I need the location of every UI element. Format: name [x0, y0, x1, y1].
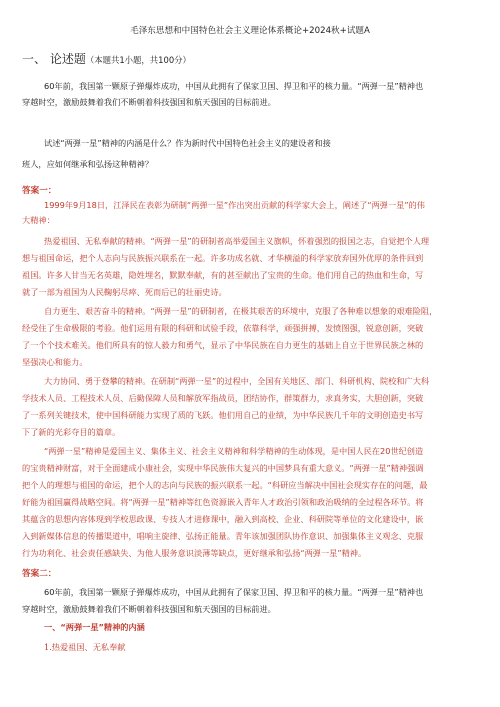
answer1-p4-line6: 入到新媒体信息的传播渠道中，唱响主旋律、弘扬正能量。青年该加强团队协作意识、加强集体主义观念、克服	[22, 531, 424, 541]
answer1-p4-line2: 的宝贵精神财富，对于全面建成小康社会，实现中华民族伟大复兴的中国梦具有重大意义。“两弹一星”精神强调	[22, 463, 424, 473]
answer1-p2-line3: 了一个个技术难关。他们所具有的惊人毅力和勇气，显示了中华民族在自力更生的基础上自立于世界民族之林的	[22, 340, 424, 350]
answer1-p4-line4: 好能为祖国赢得战略空间。将“两弹一星”精神等红色资源嵌入青年人才政治引领和政治吸纳的全过程各环节。将	[22, 497, 424, 507]
answer2-subheading: 一、“两弹一星”精神的内涵	[44, 622, 145, 632]
answer1-p4-line1: “两弹一星”精神是爱国主义、集体主义、社会主义精神和科学精神的生动体现，是中国人民在20世纪创造	[44, 446, 424, 456]
question-para1-line2: 穿越时空，激励鼓舞着我们不断朝着科技强国和航天强国的目标前进。	[22, 97, 276, 107]
document-title: 毛泽东思想和中国特色社会主义理论体系概论+2024秋+试题A	[130, 26, 370, 36]
section-heading-text: 一、 论述题	[22, 52, 86, 66]
section-heading	[22, 52, 191, 67]
answer1-p4-line7: 行为功利化、社会责任感缺失、为他人服务意识淡薄等缺点，更好继承和弘扬“两弹一星”精神。	[22, 548, 367, 558]
answer1-p2-line2: 经受住了生命极限的考验。他们运用有限的科研和试验手段，依靠科学，顽强拼搏，发愤图强，锐意创新，突破	[22, 323, 424, 333]
answer2-label: 答案二：	[22, 569, 57, 579]
answer1-p4-line5: 其蕴含的思想内容体现到学校思政课、专技人才进修课中，融入到高校、企业、科研院等单位的文化建设中，嵌	[22, 514, 424, 524]
answer1-p1-line3: 祖国。许多人甘当无名英雄，隐姓埋名，默默奉献，有的甚至献出了宝贵的生命。他们用自己的热血和生命，写	[22, 270, 424, 280]
answer1-p1-line1: 热爱祖国、无私奉献的精神。“两弹一星”的研制者高举爱国主义旗帜，怀着强烈的报国之志，自觉把个人理	[44, 236, 430, 246]
question-para1-line1: 60年前，我国第一颗原子弹爆炸成功，中国从此拥有了保家卫国、捍卫和平的核力量。“两弹一星”精神也	[44, 81, 424, 91]
answer2-subitem: 1.热爱祖国、无私奉献	[44, 642, 126, 652]
answer1-p3-line2: 学技术人员、工程技术人员、后勤保障人员和解放军指战员，团结协作，群策群力，求真务实，大胆创新，突破	[22, 393, 424, 403]
answer1-p3-line4: 下了新的光彩夺目的篇章。	[22, 427, 121, 437]
answer1-p2-line4: 坚强决心和能力。	[22, 357, 88, 367]
answer1-p2-line1: 自力更生、艰苦奋斗的精神。“两弹一星”的研制者，在极其艰苦的环境中，克服了各种难以想象的艰难险阻，	[44, 306, 438, 316]
answer2-p1-line2: 穿越时空，激励鼓舞着我们不断朝着科技强国和航天强国的目标前进。	[22, 604, 276, 614]
question-para2-line2: 班人，应如何继承和弘扬这种精神？	[22, 159, 154, 169]
section-note: （本题共1小题，共100分）	[85, 55, 191, 65]
answer2-p1-line1: 60年前，我国第一颗原子弹爆炸成功，中国从此拥有了保家卫国、捍卫和平的核力量。“两弹一星”精神也	[44, 587, 424, 597]
question-para2-line1: 试述“两弹一星”精神的内涵是什么？作为新时代中国特色社会主义的建设者和接	[44, 138, 331, 148]
answer1-label: 答案一：	[22, 186, 57, 196]
answer1-p1-line2: 想与祖国命运，把个人志向与民族振兴联系在一起。许多功成名就、才华横溢的科学家放弃国外优厚的条件回到	[22, 253, 424, 263]
answer1-p3-line3: 了一系列关键技术，使中国科研能力实现了质的飞跃。他们用自己的业绩，为中华民族几千年的文明创造史书写	[22, 410, 424, 420]
answer1-p3-line1: 大力协同、勇于登攀的精神。在研制“两弹一星”的过程中，全国有关地区、部门、科研机构、院校和广大科	[44, 376, 430, 386]
answer1-p4-line3: 把个人的理想与祖国的命运，把个人的志向与民族的振兴联系一起。“科研应当解决中国社会现实存在的问题，最	[22, 480, 428, 490]
answer1-p1-line4: 就了一部为祖国为人民鞠躬尽瘁、死而后已的壮丽史诗。	[22, 287, 227, 297]
answer1-intro-line1: 1999年9月18日，江泽民在表彰为研制“两弹一星”作出突出贡献的科学家大会上，阐述了“两弹一星”的伟	[44, 200, 425, 210]
answer1-intro-line2: 大精神：	[22, 215, 55, 225]
